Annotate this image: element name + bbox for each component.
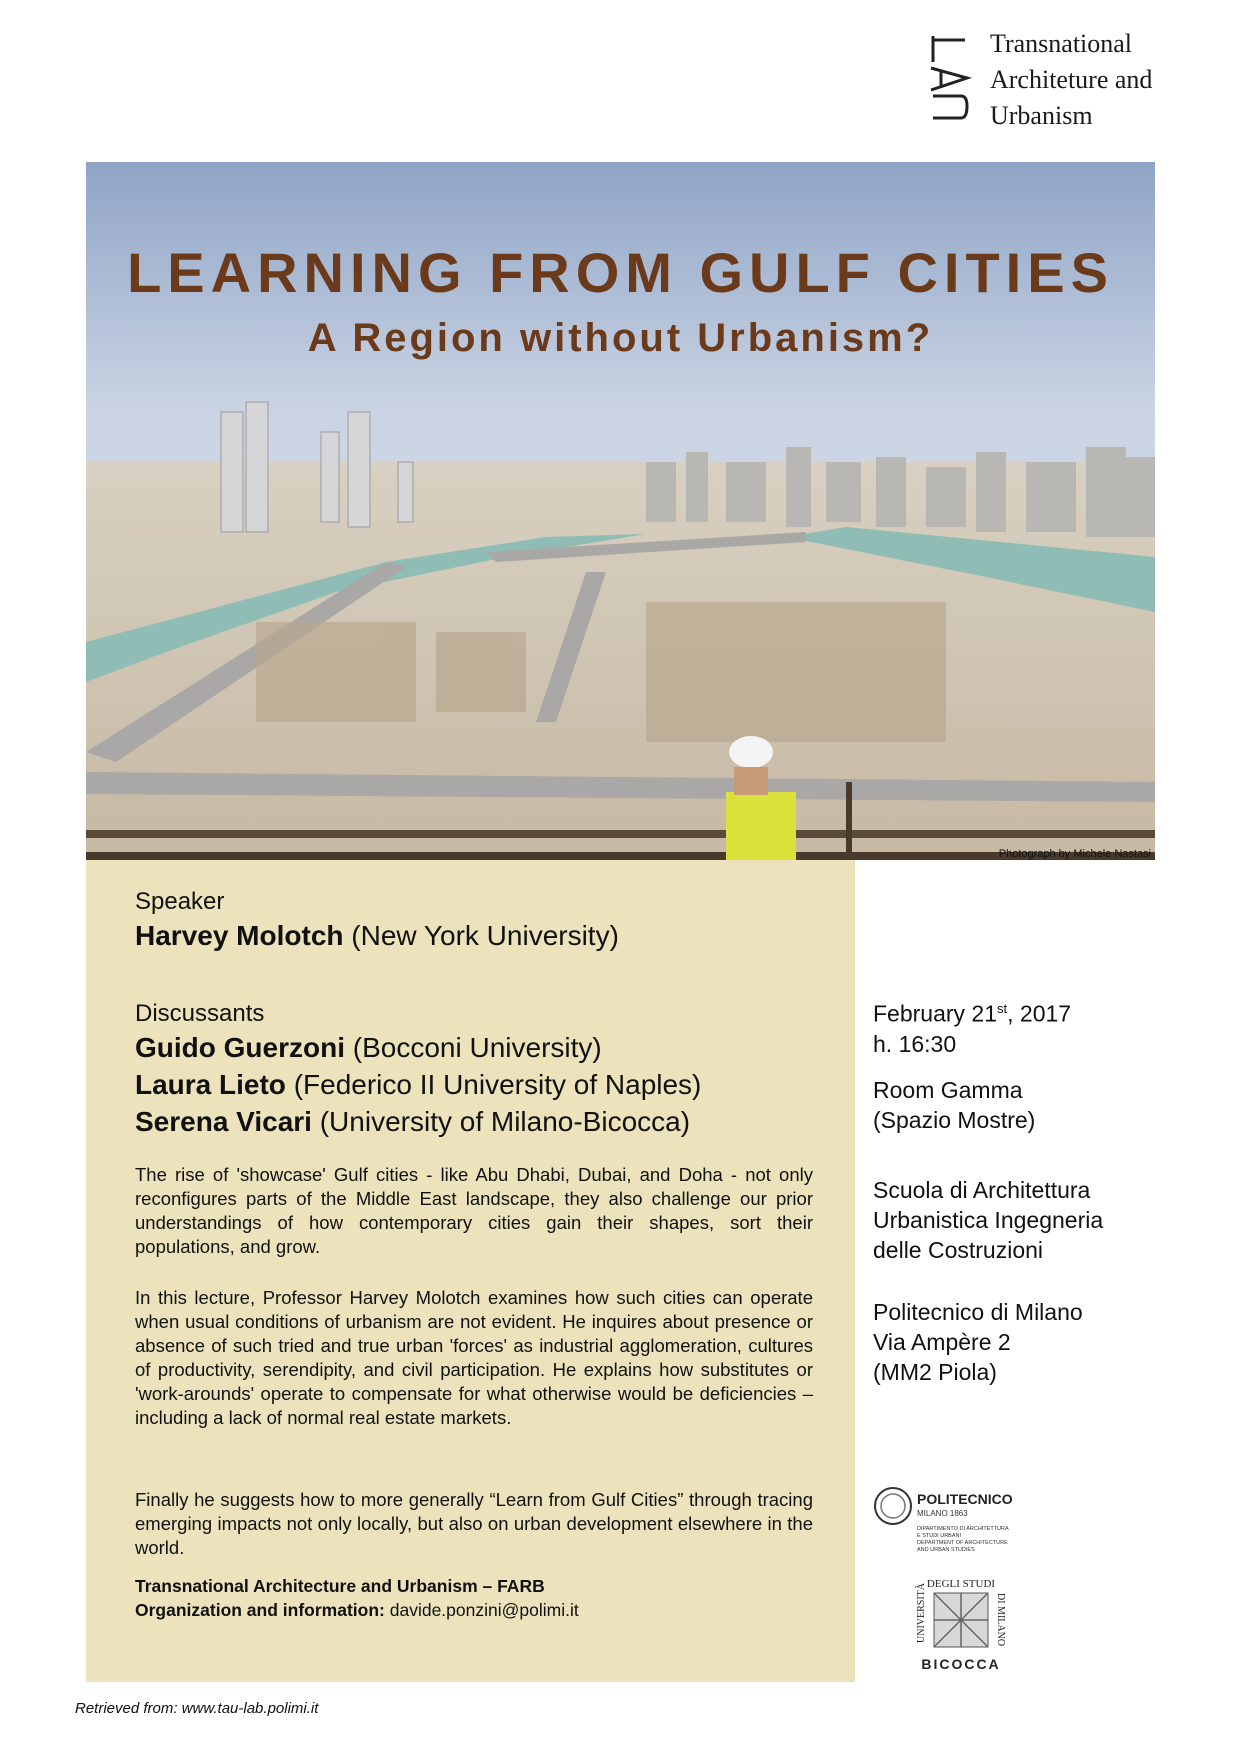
event-date-time [873,994,1071,1059]
discussant-3 [135,1106,690,1138]
polimi-name: POLITECNICO [917,1491,1013,1507]
contact-email[interactable]: davide.ponzini@polimi.it [389,1600,579,1620]
speaker-affiliation: (New York University) [351,920,619,951]
organizer-name: Transnational Architecture and Urbanism – FARB [135,1576,545,1596]
svg-text:AND URBAN STUDIES: AND URBAN STUDIES [917,1547,975,1553]
source-note: Retrieved from: www.tau-lab.polimi.it [75,1700,319,1717]
organizer-line [135,1576,545,1597]
abstract-paragraph-3: Finally he suggests how to more generally “Learn from Gulf Cities” through tracing emerging impacts not only locally, but also on urban development elsewhere in the world. [135,1489,813,1558]
svg-text:DIPARTIMENTO DI ARCHITETTURA: DIPARTIMENTO DI ARCHITETTURA [917,1526,1009,1532]
event-title: LEARNING FROM GULF CITIES [127,241,1114,304]
speaker-line [135,920,619,952]
event-school: Scuola di Architettura Urbanistica Ingegneria delle Costruzioni [873,1177,1104,1263]
event-subtitle: A Region without Urbanism? [307,316,934,360]
tau-logo-text [990,26,1152,134]
discussant-affiliation: (University of Milano-Bicocca) [319,1106,691,1137]
tau-logo-mark [925,34,973,126]
discussant-2 [135,1069,701,1101]
contact-line [135,1600,579,1621]
discussant-name: Guido Guerzoni [135,1032,345,1063]
event-room: Room Gamma (Spazio Mostre) [873,1077,1036,1133]
discussant-1 [135,1032,602,1064]
discussant-affiliation: (Bocconi University) [352,1032,602,1063]
event-time: h. 16:30 [873,1030,957,1057]
speaker-name: Harvey Molotch [135,920,344,951]
svg-text:BICOCCA: BICOCCA [921,1656,1001,1672]
svg-text:DI MILANO: DI MILANO [995,1593,1006,1647]
discussant-name: Laura Lieto [135,1069,286,1100]
polimi-sub: MILANO 1863 [917,1509,968,1518]
svg-text:UNIVERSITÀ: UNIVERSITÀ [916,1583,927,1643]
svg-text:DEPARTMENT OF ARCHITECTURE: DEPARTMENT OF ARCHITECTURE [917,1540,1008,1546]
contact-label: Organization and information: [135,1600,385,1620]
polimi-logo [873,1486,1033,1566]
event-date: February 21st, 2017 [873,1000,1072,1027]
tau-line-1: Transnational [990,29,1133,58]
abstract-paragraph-1: The rise of 'showcase' Gulf cities - like Abu Dhabi, Dubai, and Doha - not only reconfigures parts of the Middle East landscape, they also challenge our prior understandings of how contemporary cities gain their shapes, sort their populations, and grow. [135,1164,813,1257]
discussant-name: Serena Vicari [135,1106,312,1137]
speaker-label: Speaker [135,888,225,915]
tau-line-3: Urbanism [990,101,1093,130]
discussants-label: Discussants [135,1000,265,1027]
discussant-affiliation: (Federico II University of Naples) [293,1069,702,1100]
svg-text:E STUDI URBANI: E STUDI URBANI [917,1533,962,1539]
svg-text:DEGLI STUDI: DEGLI STUDI [926,1578,996,1590]
bicocca-logo [912,1575,1010,1675]
tau-line-2: Architeture and [990,65,1153,94]
event-venue: Politecnico di Milano Via Ampère 2 (MM2 Piola) [873,1299,1083,1385]
abstract-paragraph-2: In this lecture, Professor Harvey Molotch examines how such cities can operate when usual conditions of urbanism are not evident. He inquires about presence or absence of such tried and true urban 'forces' as industrial agglomeration, cultures of productivity, serendipity, and civil participation. He explains how substitutes or 'work-arounds' operate to compensate for what otherwise would be deficiencies – including a lack of normal real estate markets. [135,1287,813,1428]
photo-credit: Photograph by Michele Nastasi [998,848,1151,860]
